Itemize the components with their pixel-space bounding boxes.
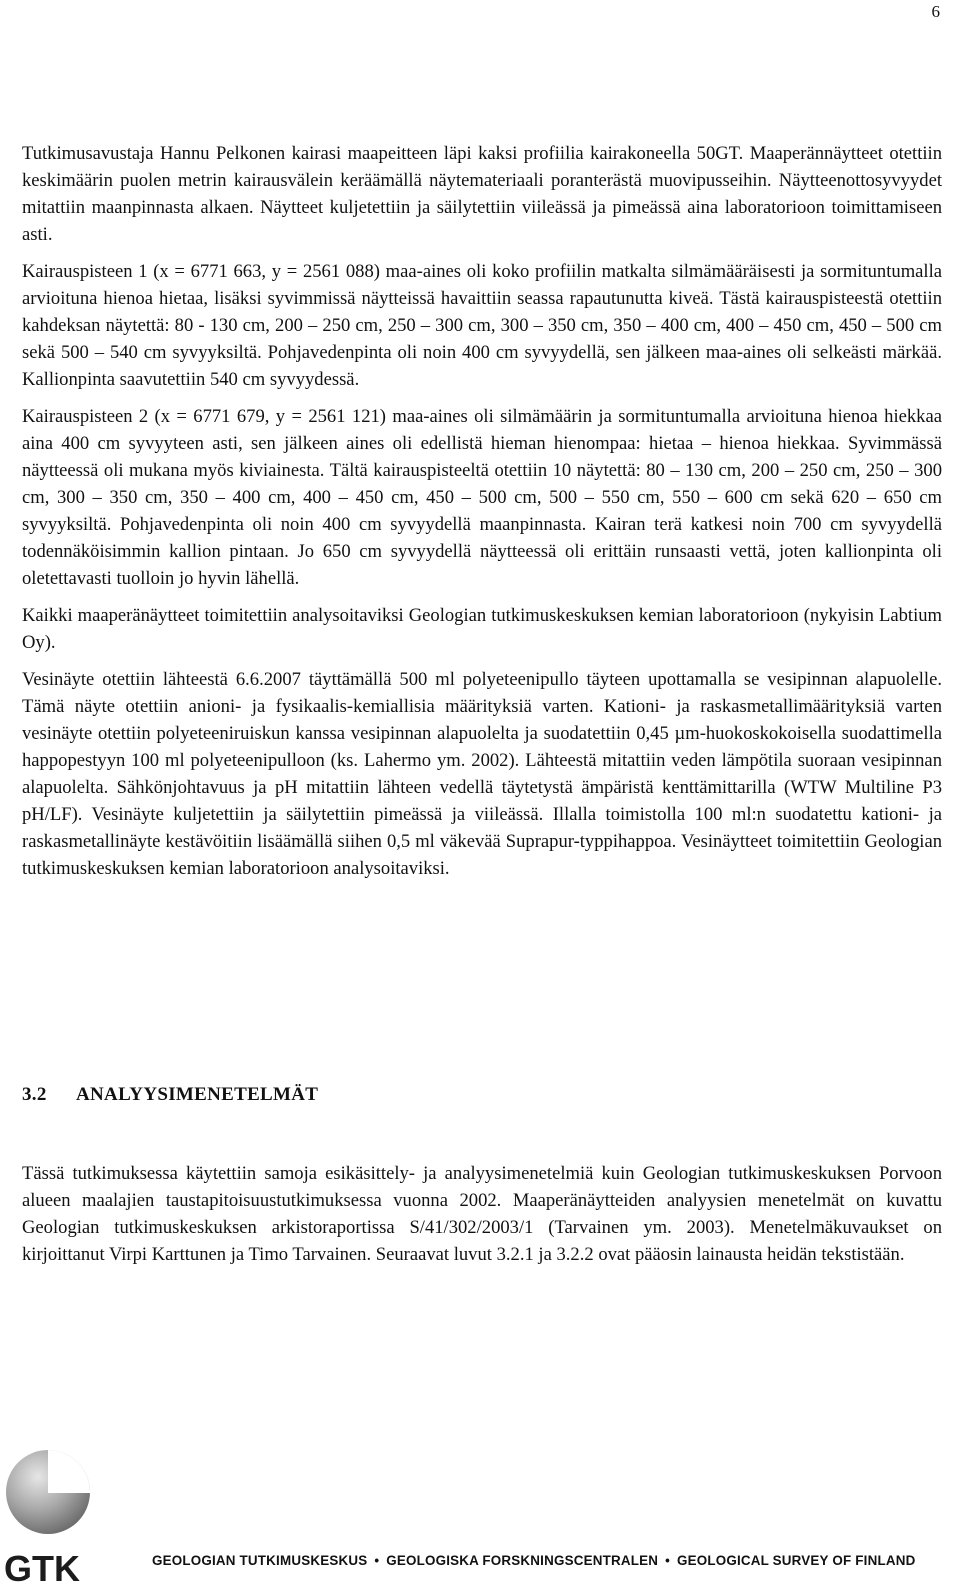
- paragraph-sampling: Tutkimusavustaja Hannu Pelkonen kairasi maapeitteen läpi kaksi profiilia kairakoneella 50GT. Maaperännäytteet otettiin keskimäärin puolen metrin kairausvälein keräämällä näytemateriaali poranterästä muovipusseihin. Näytteenottosyvyydet mitattiin maanpinnasta alkaen. Näytteet kuljetettiin ja säilytettiin viileässä ja pimeässä aina laboratorioon toimittamiseen asti.: [22, 143, 942, 245]
- org-name-english: GEOLOGICAL SURVEY OF FINLAND: [676, 1553, 916, 1568]
- footer-separator: •: [374, 1553, 380, 1568]
- gtk-logo-icon: [2, 1440, 94, 1583]
- org-name-swedish: GEOLOGISKA FORSKNINGSCENTRALEN: [386, 1553, 659, 1568]
- paragraph-water-sample: Vesinäyte otettiin lähteestä 6.6.2007 täyttämällä 500 ml polyeteenipullo täyteen upottamalla se vesipinnan alapuolelle. Tämä näyte otettiin anioni- ja fysikaalis-kemiallisia määrityksiä varten. Kationi- ja raskasmetallimäärityksiä varten vesinäyte otettiin polyeteeniruiskun kanssa vesipinnan alapuolelta ja suodatettiin 0,45 µm-huokoskokoisella suodattimella happopestyyn 100 ml polyeteenipulloon (ks. Lahermo ym. 2002). Lähteestä mitattiin veden lämpötila suoraan vesipinnan alapuolelta. Sähkönjohtavuus ja pH mitattiin lähteen vedellä täytetystä ämpäristä kenttämittarilla (WTW Multiline P3 pH/LF). Vesinäyte kuljetettiin ja säilytettiin pimeässä ja viileässä. Illalla toimistolla 100 ml:n suodatettu kationi- ja raskasmetallinäyte kestävöitiin lisäämällä siihen 0,5 ml väkevää Suprapur-typpihappoa. Vesinäytteet toimitettiin Geologian tutkimuskeskuksen kemian laboratorioon analysoitaviksi.: [22, 669, 942, 879]
- section-number: 3.2: [22, 1084, 47, 1105]
- logo-text: GTK: [4, 1548, 80, 1583]
- section-title: ANALYYSIMENETELMÄT: [76, 1084, 319, 1105]
- footer-separator: •: [665, 1553, 670, 1568]
- org-name-finnish: GEOLOGIAN TUTKIMUSKESKUS: [152, 1553, 368, 1568]
- section-paragraph: Tässä tutkimuksessa käytettiin samoja esikäsittely- ja analyysimenetelmiä kuin Geologian tutkimuskeskuksen Porvoon alueen maalajien taustapitoisuustutkimuksessa vuonna 2002. Maaperänäytteiden analyysien menetelmät on kuvattu Geologian tutkimuskeskuksen arkistoraportissa S/41/302/2003/1 (Tarvainen ym. 2003). Menetelmäkuvaukset on kirjoittanut Virpi Karttunen ja Timo Tarvainen. Seuraavat luvut 3.2.1 ja 3.2.2 ovat pääosin lainausta heidän tekstistään.: [22, 1163, 942, 1265]
- body-text: [22, 140, 942, 882]
- footer-organisation-names: [152, 1553, 952, 1568]
- paragraph-drill-point-1: Kairauspisteen 1 (x = 6771 663, y = 2561 088) maa-aines oli koko profiilin matkalta silmämääräisesti ja sormituntumalla arvioituna hienoa hietaa, lisäksi syvimmissä näytteissä havaittiin seassa rapautunutta kiveä. Tästä kairauspisteestä otettiin kahdeksan näytettä: 80 - 130 cm, 200 – 250 cm, 250 – 300 cm, 300 – 350 cm, 350 – 400 cm, 400 – 450 cm, 450 – 500 cm sekä 500 – 540 cm syvyyksiltä. Pohjavedenpinta oli noin 400 cm syvyydellä, sen jälkeen maa-aines oli selkeästi märkää. Kallionpinta saavutettiin 540 cm syvyydessä.: [22, 261, 942, 390]
- paragraph-drill-point-2: Kairauspisteen 2 (x = 6771 679, y = 2561 121) maa-aines oli silmämäärin ja sormituntumalla arvioituna hienoa hiekkaa aina 400 cm syvyyteen asti, sen jälkeen aines oli edellistä hieman hienompaa: hietaa – hienoa hiekkaa. Syvimmässä näytteessä oli mukana myös kiviainesta. Tältä kairauspisteeltä otettiin 10 näytettä: 80 – 130 cm, 200 – 250 cm, 250 – 300 cm, 300 – 350 cm, 350 – 400 cm, 400 – 450 cm, 450 – 500 cm, 500 – 550 cm, 550 – 600 cm sekä 620 – 650 cm syvyyksiltä. Pohjavedenpinta oli noin 400 cm syvyydellä maanpinnasta. Kairan terä katkesi noin 700 cm syvyydellä todennäköisimmin kallion pintaan. Jo 650 cm syvyydellä näytteessä oli erittäin runsaasti vettä, joten kallionpinta oli oletettavasti tuolloin jo hyvin lähellä.: [22, 406, 942, 589]
- page-number: 6: [931, 2, 940, 21]
- paragraph-lab-delivery: Kaikki maaperänäytteet toimitettiin analysoitaviksi Geologian tutkimuskeskuksen kemian laboratorioon (nykyisin Labtium Oy).: [22, 605, 942, 653]
- section-heading: [22, 1084, 318, 1106]
